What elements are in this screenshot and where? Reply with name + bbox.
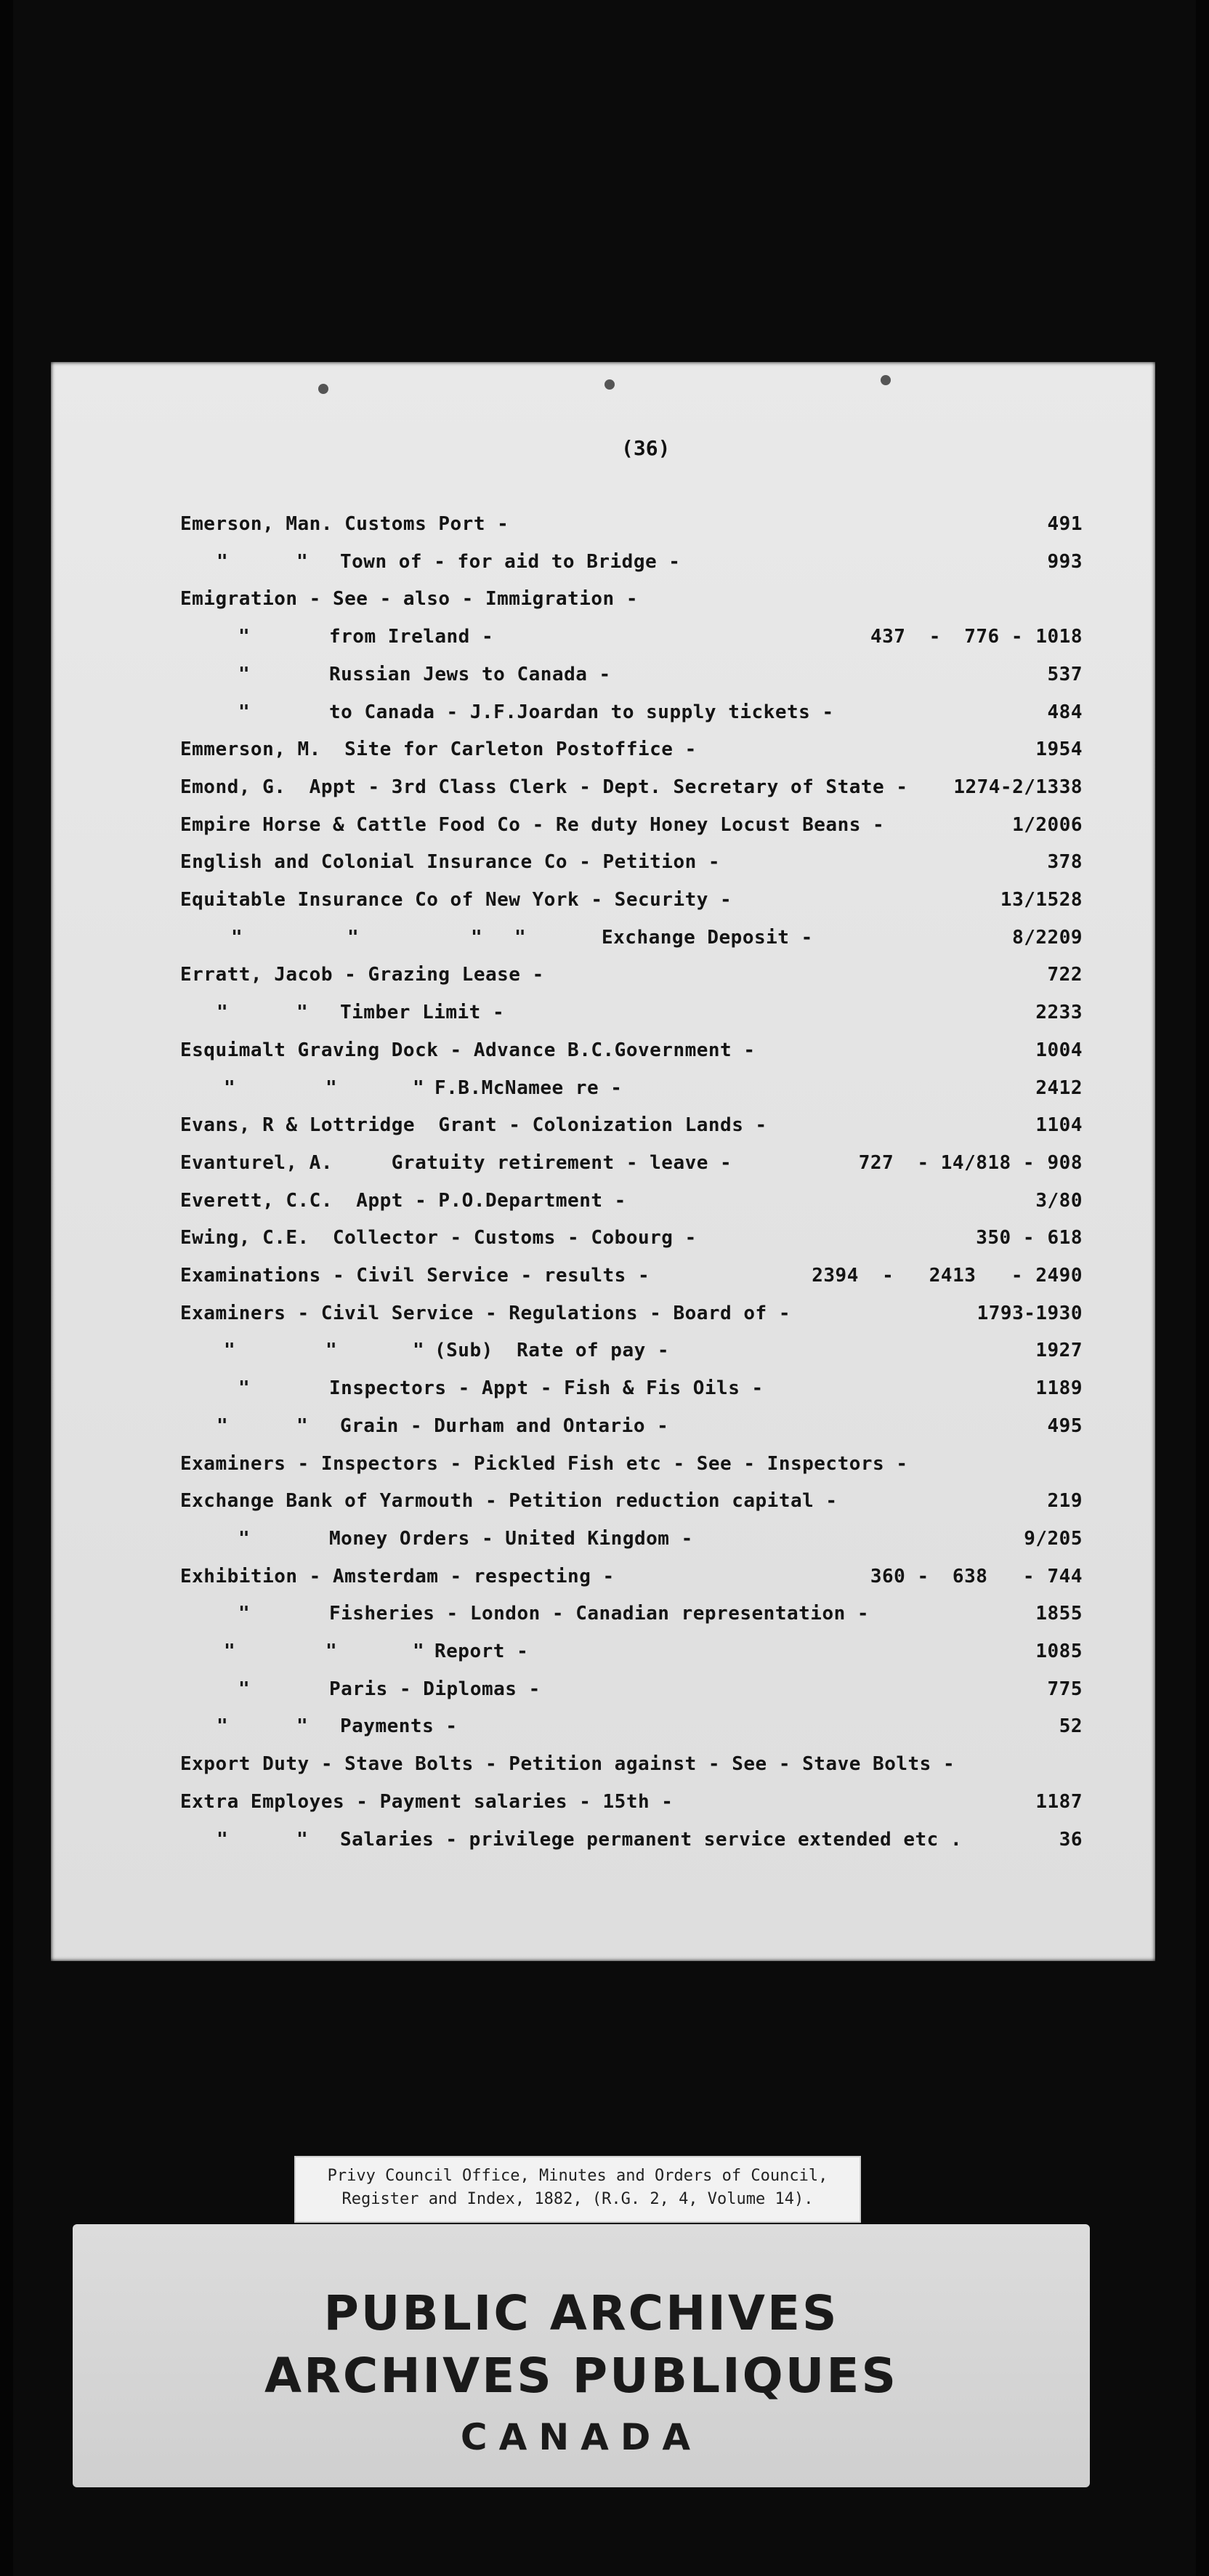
entry-text: Everett, C.C. Appt - P.O.Department -	[180, 1189, 626, 1212]
index-entry	[180, 701, 1083, 730]
entry-text: Exhibition - Amsterdam - respecting -	[180, 1565, 615, 1587]
index-entry	[180, 1377, 1083, 1406]
index-entry	[180, 1039, 1083, 1068]
ditto-mark: "	[238, 1603, 251, 1625]
entry-text: Esquimalt Graving Dock - Advance B.C.Government -	[180, 1039, 756, 1061]
ditto-mark: "	[326, 1641, 338, 1662]
entry-page-number: 13/1528	[1000, 889, 1083, 911]
entry-page-number: 1274-2/1338	[953, 776, 1083, 798]
caption-line-2: Register and Index, 1882, (R.G. 2, 4, Volume 14).	[341, 2190, 814, 2208]
entry-text: Report -	[434, 1641, 529, 1662]
ditto-mark: "	[231, 926, 243, 949]
entry-text: Empire Horse & Cattle Food Co - Re duty Honey Locust Beans -	[180, 813, 885, 836]
entry-page-number: 744	[1047, 1565, 1083, 1587]
index-entry	[180, 551, 1083, 580]
ditto-mark: "	[296, 1715, 309, 1738]
entry-page-number: 2233	[1035, 1002, 1083, 1024]
index-entry	[180, 1829, 1083, 1858]
entry-page-number: 618	[1047, 1227, 1083, 1249]
ditto-mark: "	[238, 1678, 251, 1700]
caption-line-1: Privy Council Office, Minutes and Orders of Council,	[327, 2167, 828, 2185]
index-entry	[180, 738, 1083, 768]
index-entry	[180, 1603, 1083, 1632]
index-entry	[180, 776, 1083, 805]
entry-page-number: 1189	[1035, 1377, 1083, 1400]
ditto-mark: "	[217, 1002, 229, 1024]
entry-page-number: 219	[1047, 1490, 1083, 1513]
entry-page-number: 2490	[1035, 1265, 1083, 1287]
entry-page-number: 722	[1047, 964, 1083, 986]
entry-page-number: 36	[1059, 1828, 1083, 1851]
entry-page-number: 1927	[1035, 1340, 1083, 1362]
entry-page-number: 993	[1047, 550, 1083, 573]
ditto-mark: "	[217, 1414, 229, 1437]
index-entry	[180, 1641, 1083, 1670]
index-entry	[180, 927, 1083, 956]
entry-page-number: 8/2209	[1012, 926, 1083, 949]
ditto-mark: "	[238, 701, 251, 723]
ditto-mark: "	[514, 926, 527, 949]
index-entry	[180, 1227, 1083, 1256]
entry-references: 437 - 776 -	[870, 626, 1023, 648]
ditto-mark: "	[224, 1641, 236, 1662]
index-entry	[180, 964, 1083, 993]
index-entry	[180, 1002, 1083, 1031]
entry-references: 2394 - 2413 -	[812, 1265, 1023, 1287]
entry-text: Paris - Diplomas -	[329, 1678, 541, 1700]
entry-page-number: 1104	[1035, 1114, 1083, 1137]
entry-text: Emigration - See - also - Immigration -	[180, 588, 638, 611]
entry-references: 727 - 14/818 -	[858, 1151, 1035, 1174]
entry-text: English and Colonial Insurance Co - Petition -	[180, 851, 721, 874]
stamp-line-3: CANADA	[460, 2416, 703, 2458]
index-entry	[180, 664, 1083, 693]
entry-page-number: 1187	[1035, 1790, 1083, 1813]
entry-page-number: 775	[1047, 1678, 1083, 1700]
index-entry	[180, 1340, 1083, 1369]
index-entry	[180, 1715, 1083, 1744]
entry-page-number: 1018	[1035, 626, 1083, 648]
index-entry	[180, 1303, 1083, 1332]
ditto-mark: "	[238, 663, 251, 685]
entry-text: Evans, R & Lottridge Grant - Colonization Lands -	[180, 1114, 767, 1137]
index-entry	[180, 1678, 1083, 1707]
punch-hole	[881, 375, 891, 385]
entry-text: F.B.McNamee re -	[434, 1076, 623, 1099]
entry-page-number: 1954	[1035, 738, 1083, 761]
ditto-mark: "	[224, 1340, 236, 1362]
entry-text: Russian Jews to Canada -	[329, 663, 611, 685]
entry-text: from Ireland -	[329, 626, 494, 648]
entry-text: Exchange Bank of Yarmouth - Petition reduction capital -	[180, 1490, 838, 1513]
entry-text: Erratt, Jacob - Grazing Lease -	[180, 964, 544, 986]
entry-text: Money Orders - United Kingdom -	[329, 1527, 693, 1550]
ditto-mark: "	[296, 550, 309, 573]
entry-text: Ewing, C.E. Collector - Customs - Cobourg -	[180, 1227, 697, 1249]
ditto-mark: "	[217, 550, 229, 573]
index-entry	[180, 1265, 1083, 1294]
entry-page-number: 9/205	[1024, 1527, 1083, 1550]
entry-text: Inspectors - Appt - Fish & Fis Oils -	[329, 1377, 764, 1400]
entry-text: Salaries - privilege permanent service extended etc .	[340, 1828, 963, 1851]
punch-hole	[318, 384, 328, 394]
index-entry	[180, 588, 1083, 617]
index-entry	[180, 1453, 1083, 1482]
archives-stamp	[73, 2224, 1090, 2487]
entry-page-number: 52	[1059, 1715, 1083, 1738]
entry-text: Evanturel, A. Gratuity retirement - leave -	[180, 1151, 732, 1174]
index-entry	[180, 1077, 1083, 1106]
entry-page-number: 1793-1930	[976, 1302, 1083, 1324]
ditto-mark: "	[296, 1414, 309, 1437]
entry-page-number: 491	[1047, 513, 1083, 535]
entry-page-number: 2412	[1035, 1076, 1083, 1099]
entry-page-number: 908	[1047, 1151, 1083, 1174]
ditto-mark: "	[238, 1377, 251, 1400]
ditto-mark: "	[296, 1828, 309, 1851]
ditto-mark: "	[413, 1076, 425, 1099]
index-entry	[180, 814, 1083, 843]
entry-text: Examiners - Civil Service - Regulations - Board of -	[180, 1302, 790, 1324]
film-edge-right	[1196, 0, 1209, 2576]
index-entry	[180, 513, 1083, 542]
entry-page-number: 1855	[1035, 1603, 1083, 1625]
ditto-mark: "	[413, 1641, 425, 1662]
ditto-mark: "	[238, 626, 251, 648]
index-entry	[180, 1114, 1083, 1143]
entry-text: Emerson, Man. Customs Port -	[180, 513, 509, 535]
entry-page-number: 378	[1047, 851, 1083, 874]
entry-text: Town of - for aid to Bridge -	[340, 550, 681, 573]
film-edge-left	[0, 0, 13, 2576]
index-entry	[180, 1190, 1083, 1219]
entry-page-number: 495	[1047, 1414, 1083, 1437]
entry-page-number: 1/2006	[1012, 813, 1083, 836]
stamp-line-1: PUBLIC ARCHIVES	[323, 2285, 839, 2341]
ditto-mark: "	[296, 1002, 309, 1024]
index-entry	[180, 851, 1083, 880]
entry-text: Fisheries - London - Canadian representation -	[329, 1603, 870, 1625]
ditto-mark: "	[471, 926, 483, 949]
index-entry	[180, 1753, 1083, 1782]
entry-page-number: 1085	[1035, 1641, 1083, 1662]
index-entry	[180, 1490, 1083, 1519]
entry-page-number: 1004	[1035, 1039, 1083, 1061]
ditto-mark: "	[347, 926, 360, 949]
index-entry	[180, 1566, 1083, 1595]
index-entry	[180, 1152, 1083, 1181]
ditto-mark: "	[224, 1076, 236, 1099]
entry-text: Equitable Insurance Co of New York - Security -	[180, 889, 732, 911]
entry-text: (Sub) Rate of pay -	[434, 1340, 670, 1362]
index-entry	[180, 1415, 1083, 1444]
index-entry	[180, 889, 1083, 918]
entry-text: Grain - Durham and Ontario -	[340, 1414, 669, 1437]
punch-hole	[604, 379, 615, 390]
entry-text: Emond, G. Appt - 3rd Class Clerk - Dept. Secretary of State -	[180, 776, 908, 798]
entry-text: Export Duty - Stave Bolts - Petition against - See - Stave Bolts -	[180, 1753, 955, 1776]
entry-text: Examinations - Civil Service - results -	[180, 1265, 650, 1287]
entry-text: Exchange Deposit -	[602, 926, 813, 949]
ditto-mark: "	[238, 1527, 251, 1550]
entry-text: Emmerson, M. Site for Carleton Postoffice -	[180, 738, 697, 761]
entry-page-number: 537	[1047, 663, 1083, 685]
index-entry	[180, 1528, 1083, 1557]
stamp-line-2: ARCHIVES PUBLIQUES	[264, 2348, 898, 2404]
page-number: (36)	[621, 436, 671, 460]
entry-page-number: 484	[1047, 701, 1083, 723]
entry-text: Payments -	[340, 1715, 458, 1738]
index-entry	[180, 626, 1083, 655]
entry-references: 350 -	[976, 1227, 1035, 1249]
entry-text: Extra Employes - Payment salaries - 15th -	[180, 1790, 674, 1813]
ditto-mark: "	[326, 1076, 338, 1099]
entry-text: Examiners - Inspectors - Pickled Fish etc - See - Inspectors -	[180, 1452, 908, 1475]
entry-page-number: 3/80	[1035, 1189, 1083, 1212]
ditto-mark: "	[413, 1340, 425, 1362]
ditto-mark: "	[217, 1828, 229, 1851]
entry-references: 360 - 638 -	[870, 1565, 1035, 1587]
ditto-mark: "	[217, 1715, 229, 1738]
archive-caption	[294, 2156, 861, 2223]
entry-text: Timber Limit -	[340, 1002, 505, 1024]
entry-text: to Canada - J.F.Joardan to supply tickets -	[329, 701, 834, 723]
ditto-mark: "	[326, 1340, 338, 1362]
index-entry	[180, 1791, 1083, 1820]
